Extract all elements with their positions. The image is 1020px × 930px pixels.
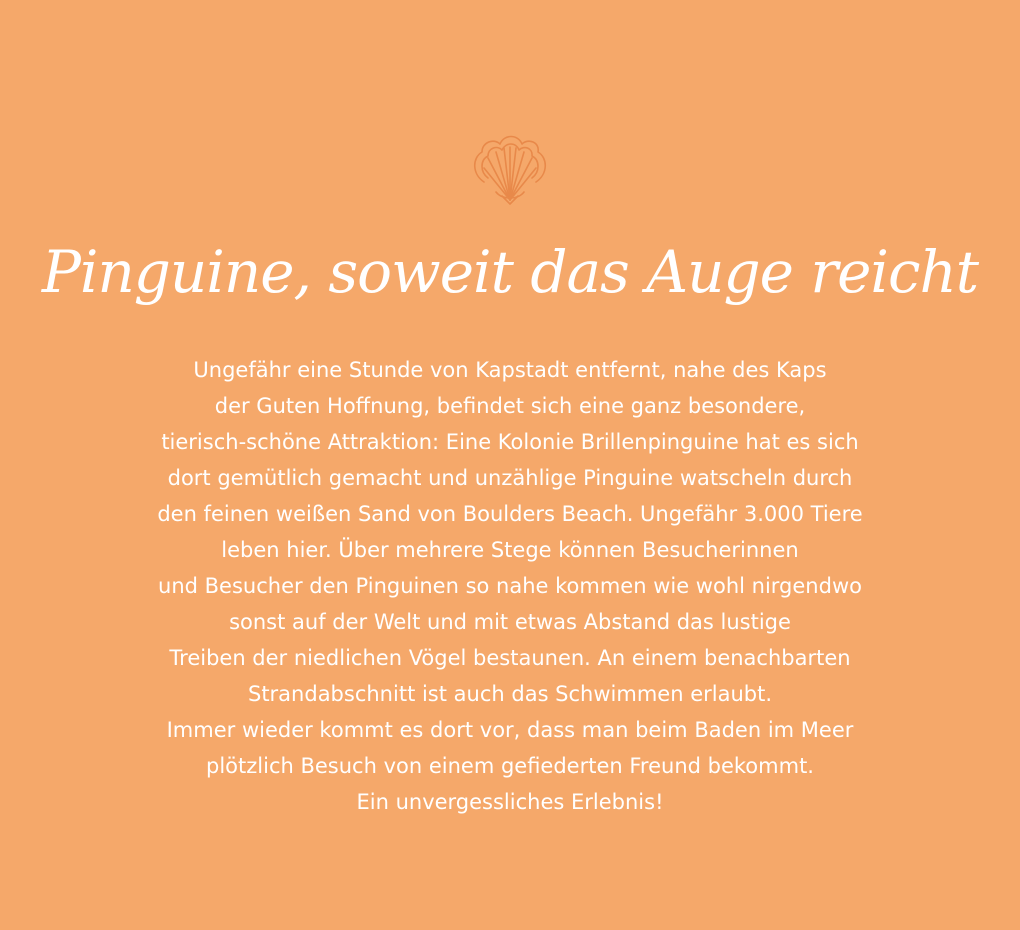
body-line: tierisch-schöne Attraktion: Eine Kolonie Brillenpinguine hat es sich (161, 430, 859, 454)
body-line: den feinen weißen Sand von Boulders Beach. Ungefähr 3.000 Tiere (157, 502, 863, 526)
seashell-icon (466, 130, 554, 210)
body-line: leben hier. Über mehrere Stege können Besucherinnen (221, 538, 799, 562)
page-title: Pinguine, soweit das Auge reicht (41, 238, 979, 306)
body-line: Immer wieder kommt es dort vor, dass man beim Baden im Meer (166, 718, 854, 742)
body-line: Strandabschnitt ist auch das Schwimmen erlaubt. (247, 682, 772, 706)
body-line: Treiben der niedlichen Vögel bestaunen. An einem benachbarten (169, 646, 851, 670)
body-line: plötzlich Besuch von einem gefiederten Freund bekommt. (206, 754, 814, 778)
body-line: Ein unvergessliches Erlebnis! (356, 790, 664, 814)
body-line: und Besucher den Pinguinen so nahe kommen wie wohl nirgendwo (158, 574, 862, 598)
body-line: sonst auf der Welt und mit etwas Abstand das lustige (229, 610, 791, 634)
body-paragraph (100, 352, 920, 820)
body-line: dort gemütlich gemacht und unzählige Pinguine watscheln durch (167, 466, 853, 490)
body-line: der Guten Hoffnung, befindet sich eine ganz besondere, (214, 394, 806, 418)
body-line: Ungefähr eine Stunde von Kapstadt entfernt, nahe des Kaps (193, 358, 827, 382)
